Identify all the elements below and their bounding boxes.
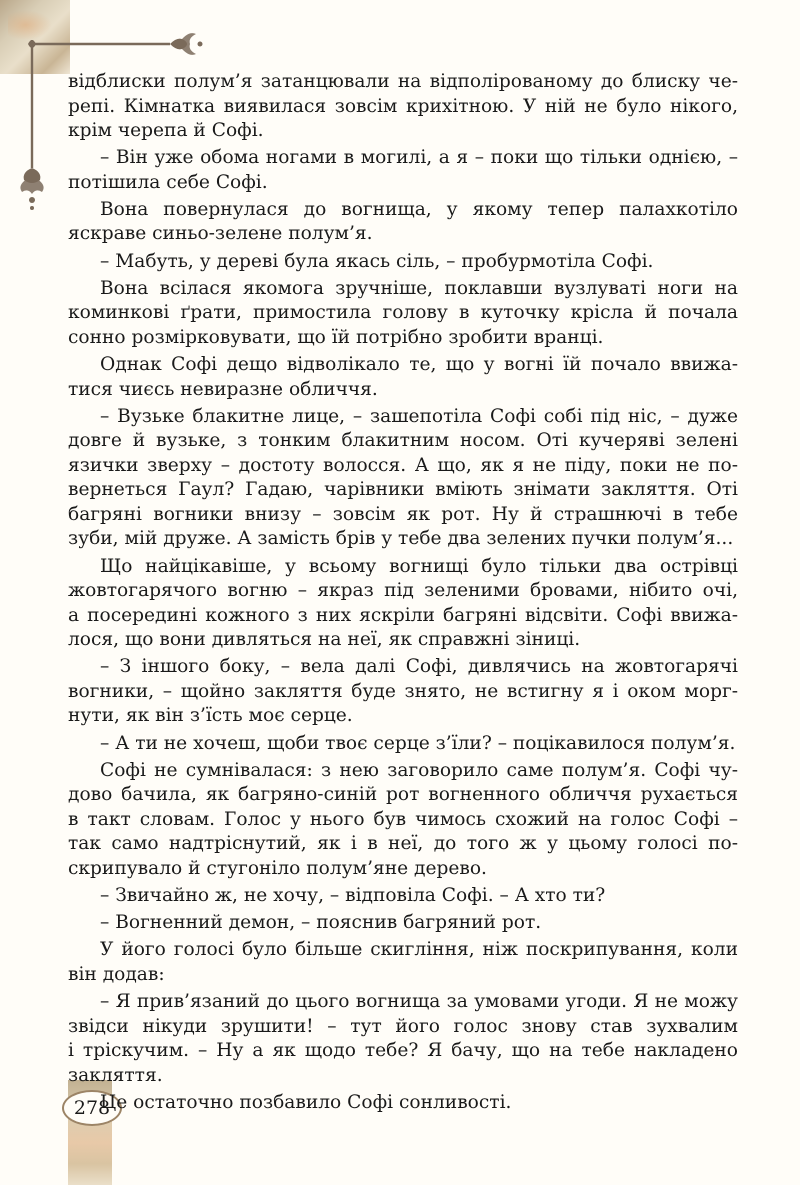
text-line: – Вогненний демон, – пояснив багряний рот. <box>100 912 542 934</box>
text-line: Це остаточно позбавило Софі сонливості. <box>100 1091 512 1113</box>
text-line: язички зверху – достоту волосся. А що, як я не піду, поки не по- <box>68 454 738 476</box>
paragraph <box>68 884 738 909</box>
text-line: нути, як він з’їсть моє серце. <box>68 705 353 727</box>
paragraph <box>68 911 738 936</box>
text-line: відблиски полум’я затанцювали на відполірованому до блиску че- <box>68 71 738 92</box>
text-line: репі. Кімнатка виявилася зовсім крихітною. У ній не було нікого, <box>68 95 738 117</box>
text-line: – Мабуть, у дереві була якась сіль, – пробурмотіла Софі. <box>100 250 654 272</box>
page-number: 278 <box>62 1090 122 1126</box>
text-line: він додав: <box>68 963 165 985</box>
text-line: звідси нікуди зрушити! – тут його голос знову став зухвалим <box>68 1015 738 1037</box>
text-line: жовтогарячого вогню – якраз під зеленими бровами, нібито очі, <box>68 580 738 602</box>
paragraph <box>68 938 738 987</box>
paragraph <box>68 759 738 882</box>
text-line: коминкові ґрати, примостила голову в куточку крісла й почала <box>68 302 738 324</box>
text-line: потішила себе Софі. <box>68 171 268 193</box>
text-line: Однак Софі дещо відволікало те, що у вогні їй почало ввижа- <box>100 353 738 375</box>
text-line: крім черепа й Софі. <box>68 120 264 142</box>
text-line: закляття. <box>68 1064 163 1086</box>
text-line: Софі не сумнівалася: з нею заговорило саме полум’я. Софі чу- <box>100 759 738 781</box>
paragraph <box>68 655 738 729</box>
paragraph <box>68 1091 738 1116</box>
text-line: – Звичайно ж, не хочу, – відповіла Софі. – А хто ти? <box>100 885 606 907</box>
text-line: Вона всілася якомога зручніше, поклавши вузлуваті ноги на <box>100 277 738 299</box>
text-line: – Вузьке блакитне лице, – зашепотіла Софі собі під ніс, – дуже <box>100 405 738 427</box>
text-line: вернеться Гаул? Гадаю, чарівники вміють знімати закляття. Оті <box>68 479 738 501</box>
text-line: багряні вогники внизу – зовсім як рот. Ну й страшнючі в тебе <box>68 503 738 525</box>
text-line: а посередині кожного з них яскріли багряні відсвіти. Софі ввижа- <box>68 604 738 626</box>
paragraph <box>68 277 738 351</box>
paragraph <box>68 146 738 195</box>
paragraph <box>68 198 738 247</box>
text-line: зуби, мій друже. А замість брів у тебе два зелених пучки полум’я... <box>68 528 734 550</box>
paragraph <box>68 732 738 757</box>
text-line: яскраве синьо-зелене полум’я. <box>68 223 373 245</box>
text-line: У його голосі було більше скигління, ніж поскрипування, коли <box>100 939 738 961</box>
text-line: – Я прив’язаний до цього вогнища за умовами угоди. Я не можу <box>100 991 738 1012</box>
text-line: Вона повернулася до вогнища, у якому тепер палахкотіло <box>100 198 738 220</box>
text-line: Що найцікавіше, у всьому вогнищі було тільки два острівці <box>100 555 738 577</box>
text-line: скрипувало й стугоніло полум’яне дерево. <box>68 857 487 879</box>
text-line: сонно розмірковувати, що їй потрібно зробити вранці. <box>68 326 604 348</box>
text-line: лося, що вони дивляться на неї, як справжні зіниці. <box>68 629 581 651</box>
text-line: – А ти не хочеш, щоби твоє серце з’їли? – поцікавилося полум’я. <box>100 732 736 754</box>
text-line: дово бачила, як багряно-синій рот вогненного обличчя рухається <box>68 784 738 806</box>
text-line: і тріскучим. – Ну а як щодо тебе? Я бачу, що на тебе накладено <box>68 1040 738 1062</box>
body-text <box>68 70 738 1115</box>
paragraph <box>68 353 738 402</box>
text-line: тися чиєсь невиразне обличчя. <box>68 378 378 400</box>
text-line: – З іншого боку, – вела далі Софі, дивлячись на жовтогарячі <box>100 656 738 678</box>
text-line: – Він уже обома ногами в могилі, а я – поки що тільки однією, – <box>100 147 738 169</box>
paragraph <box>68 990 738 1088</box>
paragraph <box>68 70 738 144</box>
text-line: в такт словам. Голос у нього був чимось схожий на голос Софі – <box>68 808 738 830</box>
text-line: довге й вузьке, з тонким блакитним носом. Оті кучеряві зелені <box>68 430 738 452</box>
paragraph <box>68 555 738 653</box>
paragraph <box>68 250 738 275</box>
text-line: так само надтріснутий, як і в неї, до того ж у цьому голосі по- <box>68 833 738 855</box>
paragraph <box>68 405 738 552</box>
text-line: вогники, – щойно закляття буде знято, не встигну я і оком морг- <box>68 680 738 702</box>
